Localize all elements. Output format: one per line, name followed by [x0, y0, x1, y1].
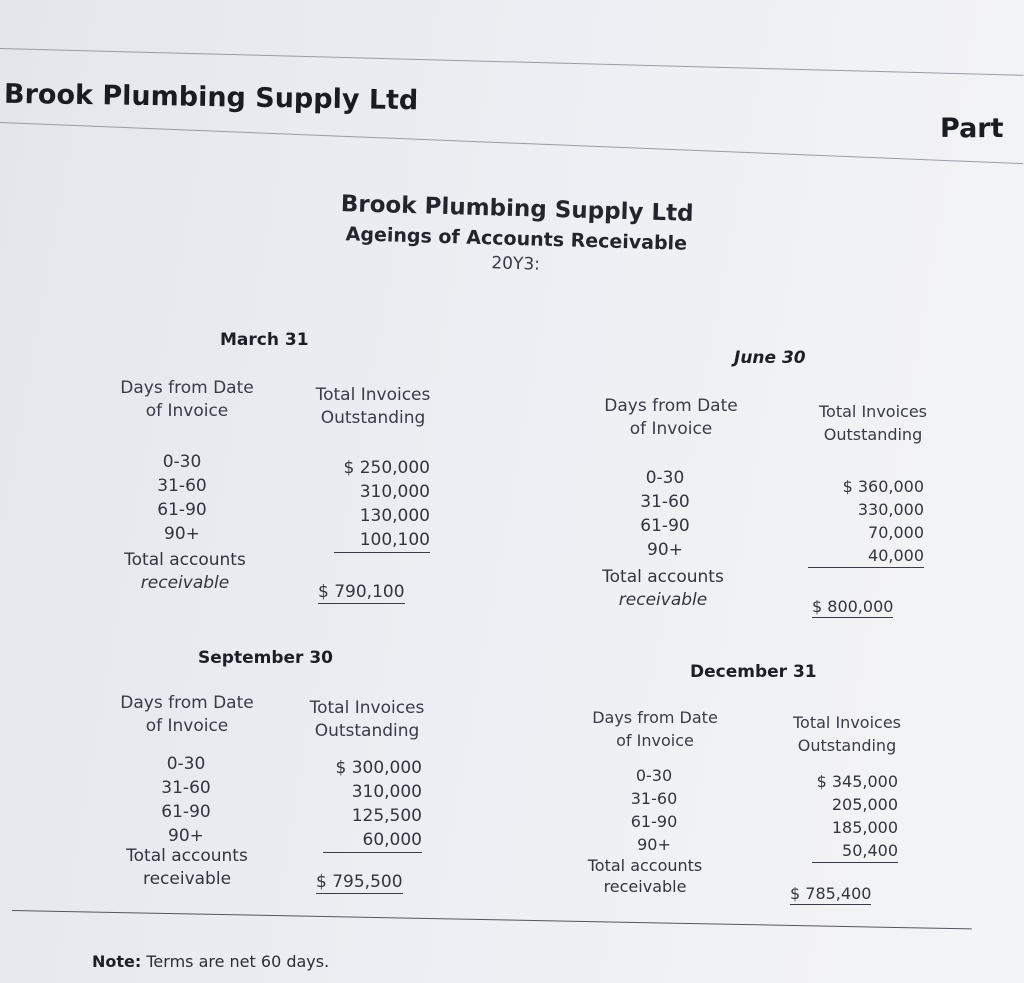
total-label: Total accounts receivable — [126, 846, 248, 889]
amount-row: 70,000 — [868, 523, 924, 542]
days-row: 61-90 — [157, 500, 207, 520]
days-row: 0-30 — [645, 468, 685, 488]
total-label: Total accounts receivable — [587, 856, 703, 896]
report-subtitle: Ageings of Accounts Receivable — [345, 223, 688, 255]
days-row: 0-30 — [166, 754, 206, 774]
amount-row: 330,000 — [857, 500, 924, 519]
days-row: 90+ — [637, 835, 671, 854]
invoices-column-header: Total Invoices Outstanding — [315, 385, 431, 428]
total-value: $ 795,500 — [316, 872, 403, 892]
note-label: Note: — [92, 952, 142, 971]
amounts-list — [770, 770, 898, 863]
amount-row: 60,000 — [323, 828, 422, 853]
invoices-column-header: Total Invoices Outstanding — [793, 713, 901, 755]
top-rule — [0, 48, 1024, 76]
amount-row: $ 300,000 — [335, 758, 422, 778]
total-label: Total accounts receivable — [602, 567, 724, 610]
amounts-list — [296, 756, 422, 853]
days-row: 31-60 — [161, 778, 211, 798]
amount-row: $ 345,000 — [816, 772, 898, 791]
bottom-rule — [12, 910, 972, 929]
quarter-heading: June 30 — [734, 348, 806, 368]
days-row: 31-60 — [157, 476, 207, 496]
quarter-heading: December 31 — [690, 662, 817, 682]
amount-row: 185,000 — [831, 818, 898, 837]
total-value: $ 785,400 — [790, 884, 872, 903]
note-text: Terms are net 60 days. — [146, 952, 330, 971]
days-list — [142, 450, 222, 546]
days-list — [625, 466, 705, 562]
invoices-column-header: Total Invoices Outstanding — [819, 402, 927, 444]
amount-row: 310,000 — [351, 782, 422, 802]
quarter-heading: March 31 — [220, 330, 309, 350]
days-row: 0-30 — [162, 452, 202, 472]
days-row: 90+ — [168, 826, 204, 846]
days-list — [614, 764, 694, 856]
header-rule — [0, 122, 1023, 164]
days-row: 61-90 — [630, 812, 678, 831]
days-column-header: Days from Date of Invoice — [604, 396, 738, 439]
amount-row: $ 250,000 — [343, 458, 430, 478]
amounts-list — [300, 456, 430, 553]
report-year: 20Y3: — [491, 253, 541, 275]
days-list — [146, 752, 226, 848]
amounts-list — [798, 475, 924, 568]
quarter-heading: September 30 — [198, 648, 333, 668]
amount-row: 205,000 — [831, 795, 898, 814]
days-row: 31-60 — [640, 492, 690, 512]
footnote — [92, 952, 329, 971]
part-label: Part — [940, 113, 1004, 144]
days-row: 61-90 — [161, 802, 211, 822]
document-title-block — [339, 191, 694, 279]
company-name: Brook Plumbing Supply Ltd — [340, 191, 694, 227]
header-title: Brook Plumbing Supply Ltd — [3, 78, 419, 117]
days-row: 0-30 — [635, 766, 673, 785]
amount-row: 310,000 — [359, 482, 430, 502]
total-value: $ 790,100 — [318, 582, 405, 602]
invoices-column-header: Total Invoices Outstanding — [309, 698, 425, 741]
total-label: Total accounts receivable — [124, 550, 246, 593]
amount-row: 125,500 — [351, 806, 422, 826]
total-value: $ 800,000 — [812, 597, 894, 616]
days-row: 90+ — [164, 524, 200, 544]
days-row: 61-90 — [640, 516, 690, 536]
amount-row: $ 360,000 — [842, 477, 924, 496]
amount-row: 130,000 — [359, 506, 430, 526]
days-column-header: Days from Date of Invoice — [120, 378, 254, 421]
days-column-header: Days from Date of Invoice — [120, 693, 254, 736]
amount-row: 40,000 — [808, 544, 924, 568]
amount-row: 50,400 — [812, 839, 898, 863]
amount-row: 100,100 — [334, 528, 430, 553]
days-row: 31-60 — [630, 789, 678, 808]
days-row: 90+ — [647, 540, 683, 560]
days-column-header: Days from Date of Invoice — [592, 708, 718, 750]
